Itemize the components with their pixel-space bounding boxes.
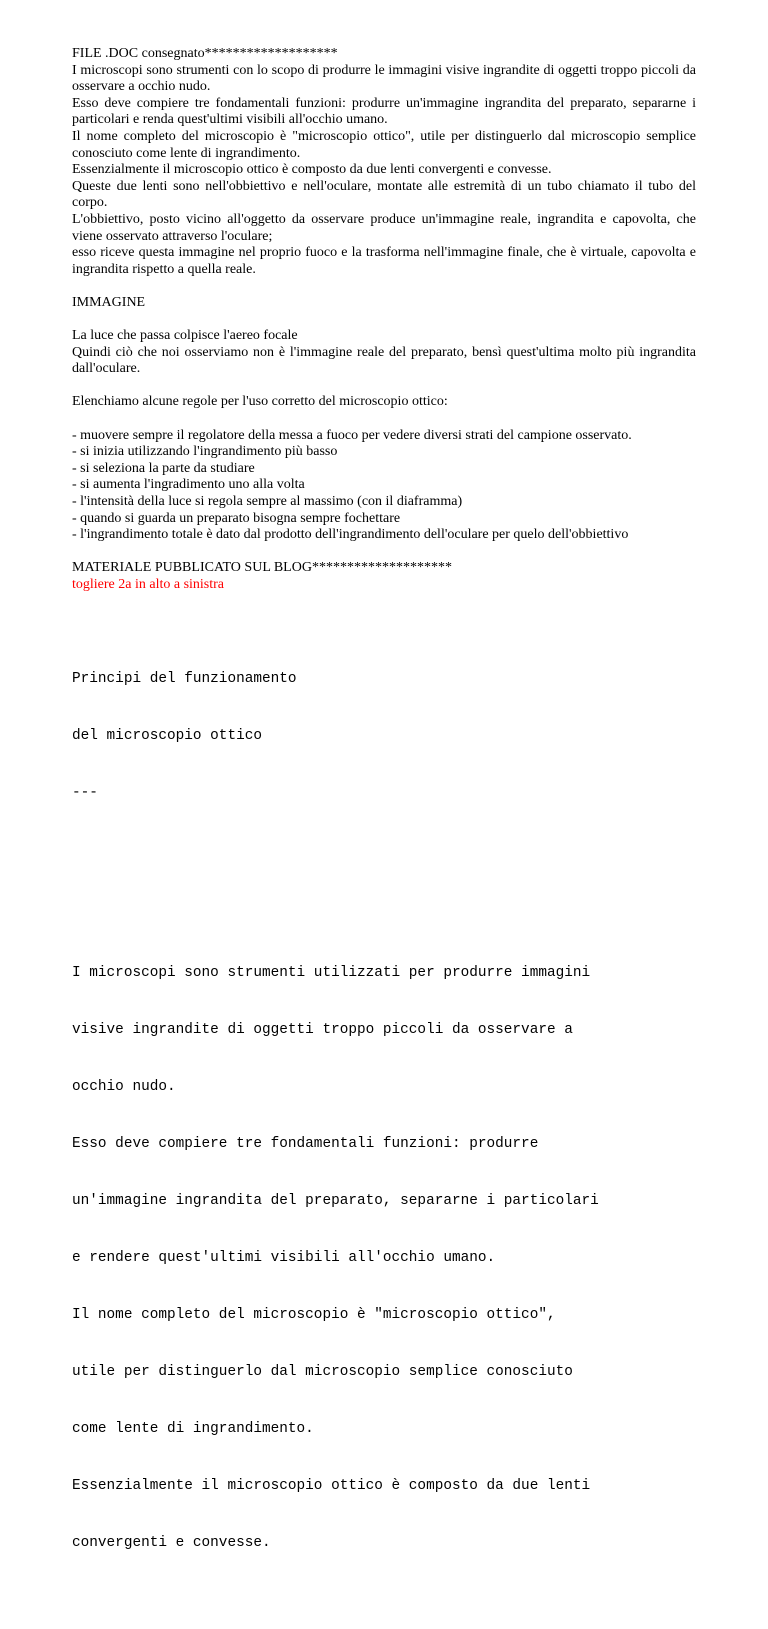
rule-item: - l'intensità della luce si regola sempre al massimo (con il diaframma)	[72, 494, 463, 510]
blog-body-line: e rendere quest'ultimi visibili all'occhio umano.	[72, 1249, 496, 1266]
rule-item: - muovere sempre il regolatore della messa a fuoco per vedere diversi strati del campione osservato.	[72, 427, 632, 443]
blog-body-line: un'immagine ingrandita del preparato, separarne i particolari	[72, 1192, 599, 1209]
blog-section	[72, 594, 696, 1629]
image-label: IMMAGINE	[72, 294, 146, 310]
intro-paragraph: Queste due lenti sono nell'obbiettivo e nell'oculare, montate alle estremità di un tubo chiamato il tubo del corpo.	[72, 178, 696, 211]
rule-item: - si seleziona la parte da studiare	[72, 460, 255, 476]
blog-body-line: Essenzialmente il microscopio ottico è composto da due lenti	[72, 1477, 591, 1494]
rule-item: - l'ingrandimento totale è dato dal prodotto dell'ingrandimento dell'oculare per quelo dell'obbiettivo	[72, 527, 629, 543]
doc-header: FILE .DOC consegnato*******************	[72, 46, 338, 61]
blog-body	[72, 926, 696, 1591]
intro-paragraph: Essenzialmente il microscopio ottico è composto da due lenti convergenti e convesse.	[72, 162, 552, 178]
blog-body-line: convergenti e convesse.	[72, 1534, 271, 1551]
rules-intro: Elenchiamo alcune regole per l'uso corretto del microscopio ottico:	[72, 394, 448, 410]
blog-title	[72, 632, 696, 841]
intro-paragraph: L'obbiettivo, posto vicino all'oggetto da osservare produce un'immagine reale, ingrandita e capovolta, che viene osservato attraverso l'oculare;	[72, 211, 696, 244]
intro-paragraphs	[72, 63, 696, 279]
blog-title-line: del microscopio ottico	[72, 727, 262, 744]
rule-item: - si inizia utilizzando l'ingrandimento più basso	[72, 444, 338, 460]
blog-body-line: occhio nudo.	[72, 1078, 176, 1095]
blog-body-line: visive ingrandite di oggetti troppo piccoli da osservare a	[72, 1021, 573, 1038]
blog-note: togliere 2a in alto a sinistra	[72, 577, 225, 592]
intro-paragraph: Il nome completo del microscopio è "microscopio ottico", utile per distinguerlo dal microscopio semplice conosciuto come lente di ingrandimento.	[72, 128, 696, 161]
blog-body-line: come lente di ingrandimento.	[72, 1420, 314, 1437]
intro-paragraph: Esso deve compiere tre fondamentali funzioni: produrre un'immagine ingrandita del preparato, separarne i particolari e renda quest'ultimi visibili all'occhio umano.	[72, 95, 696, 128]
rule-item: - si aumenta l'ingradimento uno alla volta	[72, 477, 305, 493]
image-paragraph: La luce che passa colpisce l'aereo focale	[72, 328, 298, 344]
image-paragraph: Quindi ciò che noi osserviamo non è l'immagine reale del preparato, bensì quest'ultima molto più ingrandita dall'oculare.	[72, 344, 696, 377]
blog-title-separator: ---	[72, 784, 98, 801]
blog-body-line: Il nome completo del microscopio è "microscopio ottico",	[72, 1306, 556, 1323]
blog-body-line: Esso deve compiere tre fondamentali funzioni: produrre	[72, 1135, 539, 1152]
rules-list	[72, 428, 696, 544]
blog-header: MATERIALE PUBBLICATO SUL BLOG********************	[72, 560, 452, 576]
blog-body-line: utile per distinguerlo dal microscopio semplice conosciuto	[72, 1363, 573, 1380]
blog-body-line: I microscopi sono strumenti utilizzati per produrre immagini	[72, 964, 591, 981]
blog-title-line: Principi del funzionamento	[72, 670, 297, 687]
intro-paragraph: esso riceve questa immagine nel proprio fuoco e la trasforma nell'immagine finale, che è virtuale, capovolta e ingrandita rispetto a quella reale.	[72, 245, 696, 277]
intro-paragraph: I microscopi sono strumenti con lo scopo di produrre le immagini visive ingrandite di oggetti troppo piccoli da osservare a occhio nudo.	[72, 62, 696, 95]
rule-item: - quando si guarda un preparato bisogna sempre fochettare	[72, 510, 401, 526]
doc-section	[72, 46, 696, 594]
